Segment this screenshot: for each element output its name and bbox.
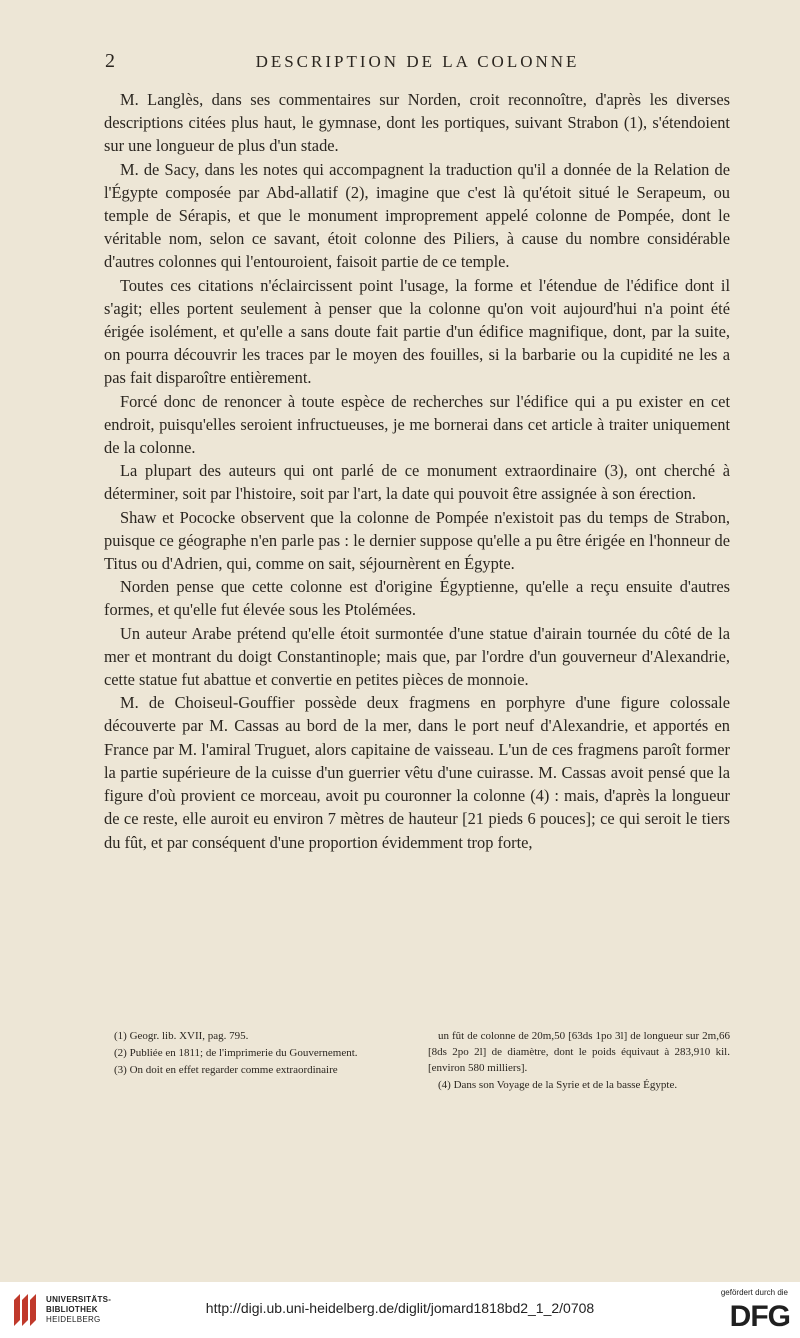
footnote: (3) On doit en effet regarder comme extraordinaire: [114, 1064, 338, 1076]
funding-note: gefördert durch die: [720, 1288, 788, 1297]
permalink-url[interactable]: http://digi.ub.uni-heidelberg.de/diglit/jomard1818bd2_1_2/0708: [205, 1300, 595, 1316]
paragraph: Shaw et Pococke observent que la colonne de Pompée n'existoit pas du temps de Strabon, puisque ce géographe n'en parle pas : le dernier suppose qu'elle a pu être érigée en l'honneur de Titus ou d'Adrien, qui, comme on sait, séjournèrent en Égypte.: [104, 507, 730, 574]
paragraph: Forcé donc de renoncer à toute espèce de recherches sur l'édifice qui a pu exister en cet endroit, puisqu'elles seroient infructueuses, je me bornerai dans cet article à traiter uniquement de la colonne.: [104, 391, 730, 458]
paragraph: M. Langlès, dans ses commentaires sur Norden, croit reconnoître, d'après les diverses descriptions citées plus haut, le gymnase, dont les portiques, suivant Strabon (1), s'étendoient sur une longueur de plus d'un stade.: [104, 90, 730, 156]
dfg-logo[interactable]: DFG: [729, 1300, 790, 1333]
library-name-line: UNIVERSITÄTS-: [46, 1295, 112, 1304]
library-name-line: HEIDELBERG: [46, 1315, 101, 1324]
paragraph: M. de Sacy, dans les notes qui accompagnent la traduction qu'il a donnée de la Relation de l'Égypte composée par Abd-allatif (2), imagine que c'est là qu'étoit situé le Serapeum, ou temple de Sérapis, et que le monument improprement appelé colonne de Pompée, dont le véritable nom, selon ce savant, étoit colonne des Piliers, à cause du nombre considérable d'autres colonnes qui l'entouroient, faisoit partie de ce temple.: [104, 159, 730, 272]
footnotes-left-column: [104, 1028, 406, 1094]
body-text: [104, 88, 730, 854]
footnote: (4) Dans son Voyage de la Syrie et de la basse Égypte.: [438, 1079, 678, 1091]
running-title: DESCRIPTION DE LA COLONNE: [255, 52, 580, 71]
library-name-line: BIBLIOTHEK: [46, 1305, 98, 1314]
viewer-footer: [0, 1282, 800, 1338]
paragraph: Norden pense que cette colonne est d'origine Égyptienne, qu'elle a reçu ensuite d'autres formes, et qu'elle fut élevée sous les Ptolémées.: [104, 577, 730, 620]
paragraph: Toutes ces citations n'éclaircissent point l'usage, la forme et l'étendue de l'édifice dont il s'agit; elles portent seulement à penser que la colonne qu'on voit aujourd'hui n'a point été érigée isolément, et qu'elle a sans doute fait partie d'un édifice magnifique, dont, par la suite, on pourra découvrir les traces par le moyen des fouilles, si la barbarie ou la cupidité ne les a pas fait disparoître entièrement.: [104, 275, 730, 388]
page-number: 2: [105, 50, 116, 72]
footnote: (2) Publiée en 1811; de l'imprimerie du Gouvernement.: [114, 1047, 358, 1059]
footnotes-right-column: [428, 1028, 730, 1094]
page-header: [105, 50, 730, 80]
footnotes: [104, 1028, 730, 1094]
footnote: (1) Geogr. lib. XVII, pag. 795.: [114, 1030, 249, 1042]
footnote: un fût de colonne de 20m,50 [63ds 1po 3l] de longueur sur 2m,66 [8ds 2po 2l] de diamètre, dont le poids équivaut à 283,910 kil. [environ 580 milliers].: [428, 1030, 730, 1074]
paragraph: Un auteur Arabe prétend qu'elle étoit surmontée d'une statue d'airain tournée du côté de la mer et montrant du doigt Constantinople; mais que, par l'ordre d'un gouverneur d'Alexandrie, cette statue fut abattue et convertie en petites pièces de monnoie.: [104, 623, 730, 690]
paragraph: M. de Choiseul-Gouffier possède deux fragmens en porphyre d'une figure colossale découverte par M. Cassas au bord de la mer, dans le port neuf d'Alexandrie, et apportés en France par M. l'amiral Truguet, alors capitaine de vaisseau. L'un de ces fragmens paroît former la partie supérieure de la cuisse d'un guerrier vêtu d'une cuirasse. M. Cassas avoit pensé que la figure d'où provient ce morceau, avoit pu couronner la colonne (4) : mais, d'après la longueur de ce reste, elle auroit eu environ 7 mètres de hauteur [21 pieds 6 pouces]; ce qui seroit le tiers du fût, et par conséquent d'une proportion évidemment trop forte,: [104, 693, 730, 852]
paragraph: La plupart des auteurs qui ont parlé de ce monument extraordinaire (3), ont cherché à déterminer, soit par l'histoire, soit par l'art, la date qui pouvoit être assignée à son érection.: [104, 461, 730, 504]
